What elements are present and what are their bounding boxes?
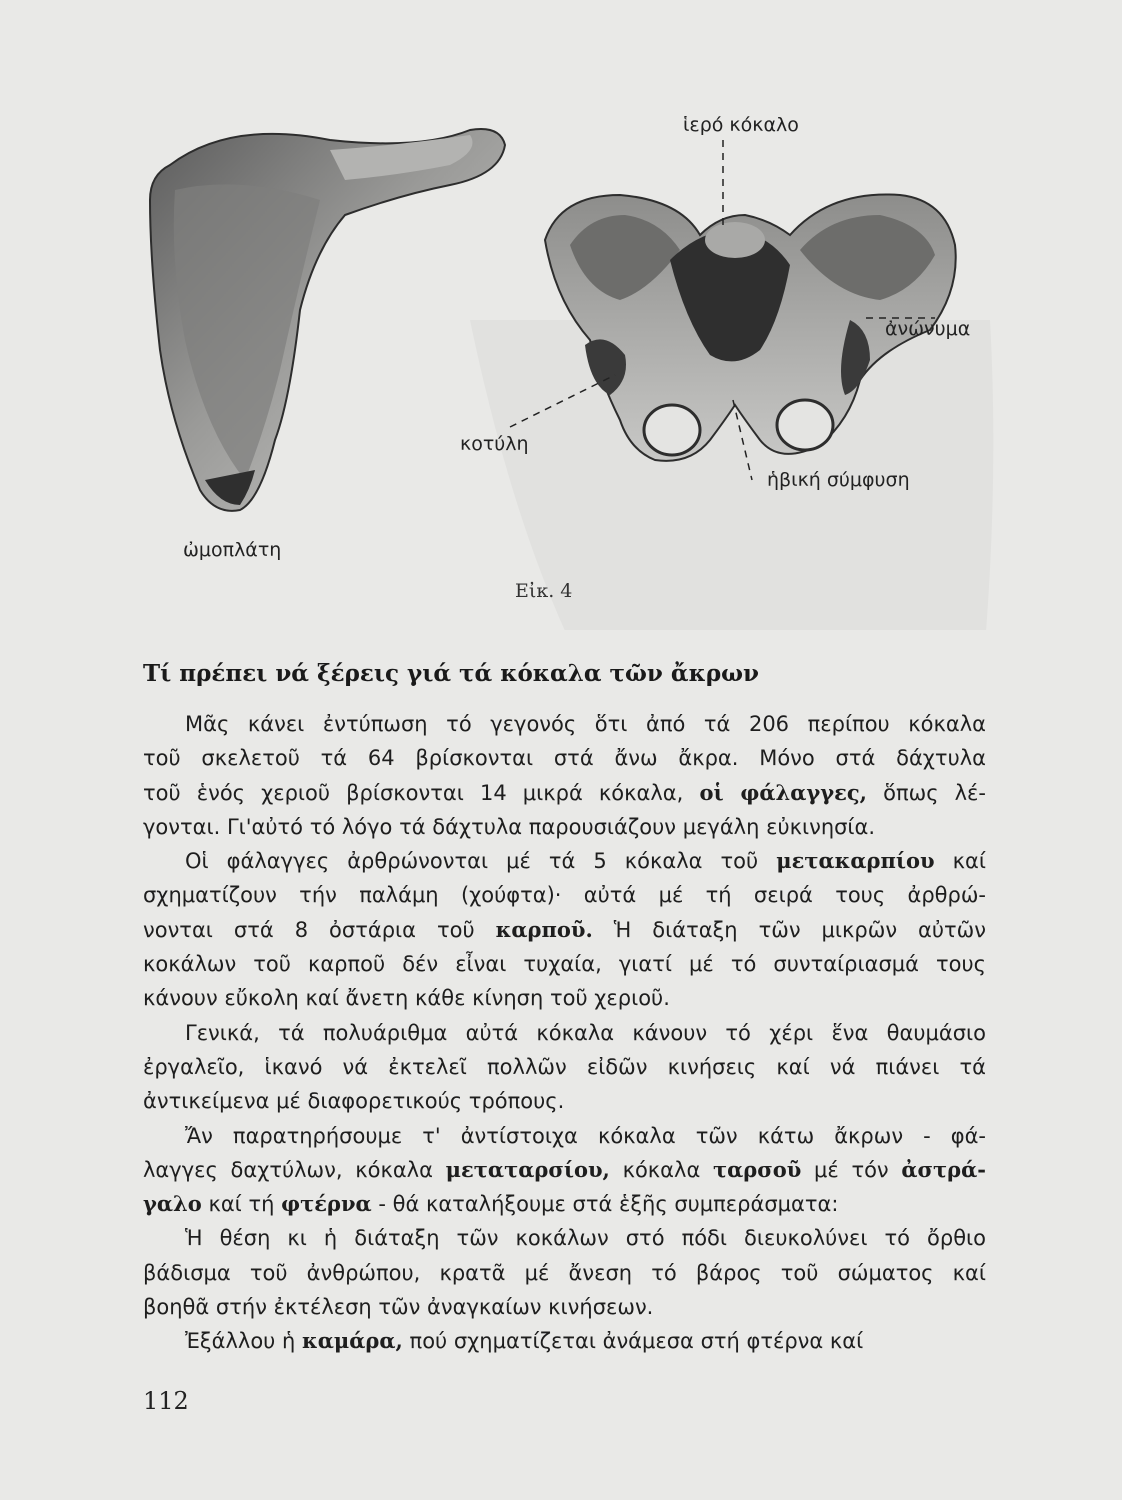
bold-term: οἱ φάλαγγες, (699, 779, 867, 805)
text-line (143, 878, 986, 912)
bold-term: γαλο (143, 1191, 202, 1217)
text-line (143, 776, 986, 810)
page-number: 112 (143, 1387, 189, 1415)
text-span: βάδισμα τοῦ ἀνθρώπου, κρατᾶ μέ ἄνεση τό βάρος τοῦ σώματος καί (143, 1260, 986, 1285)
label-hip-bone: ἀνώνυμα (885, 318, 971, 340)
text-span: Οἱ φάλαγγες ἀρθρώνονται μέ τά 5 κόκαλα τοῦ (185, 849, 777, 874)
text-span: καί (934, 849, 986, 874)
text-span: καί τή (201, 1192, 282, 1217)
text-line (143, 844, 986, 878)
text-line (143, 947, 986, 981)
text-line (143, 1050, 986, 1084)
text-line (143, 810, 986, 844)
text-span: λαγγες δαχτύλων, κόκαλα (143, 1157, 446, 1182)
bold-term: ταρσοῦ (713, 1156, 802, 1182)
text-line (143, 981, 986, 1015)
text-line (143, 913, 986, 947)
bold-term: μετακαρπίου (776, 848, 935, 874)
text-line (143, 741, 986, 775)
text-line (143, 1290, 986, 1324)
text-span: γονται. Γι'αὐτό τό λόγο τά δάχτυλα παρουσιάζουν μεγάλη εὐκινησία. (143, 814, 876, 839)
bold-term: μεταταρσίου, (445, 1156, 610, 1182)
text-span: σχηματίζουν τήν παλάμη (χούφτα)· αὐτά μέ τή σειρά τους ἀρθρώ- (143, 883, 986, 908)
text-span: Ἡ διάταξη τῶν μικρῶν αὐτῶν (592, 917, 986, 942)
text-span: τοῦ σκελετοῦ τά 64 βρίσκονται στά ἄνω ἄκρα. Μόνο στά δάχτυλα (143, 746, 986, 771)
text-span: Μᾶς κάνει ἐντύπωση τό γεγονός ὅτι ἀπό τά 206 περίπου κόκαλα (185, 712, 986, 736)
bones-illustration (0, 0, 1122, 630)
text-line (143, 1153, 986, 1187)
text-span: νονται στά 8 ὀστάρια τοῦ (143, 917, 496, 942)
text-span: ὅπως λέ- (867, 780, 986, 805)
label-pubic-symphysis: ἡβική σύμφυση (767, 469, 910, 491)
scapula-drawing (150, 129, 505, 511)
label-acetabulum: κοτύλη (460, 433, 529, 455)
text-span: τοῦ ἑνός χεριοῦ βρίσκονται 14 μικρά κόκαλα, (143, 780, 700, 805)
text-span: Ἄν παρατηρήσουμε τ' ἀντίστοιχα κόκαλα τῶν κάτω ἄκρων - φά- (185, 1123, 986, 1148)
text-line (143, 707, 986, 741)
body-text (143, 707, 986, 1359)
text-line (143, 1016, 986, 1050)
bold-term: ἀστρά- (901, 1156, 986, 1182)
text-span: ἀντικείμενα μέ διαφορετικούς τρόπους. (143, 1089, 565, 1114)
text-span: κοκάλων τοῦ καρποῦ δέν εἶναι τυχαία, γιατί μέ τό συνταίριασμά τους (143, 952, 986, 977)
bold-term: καμάρα, (302, 1328, 403, 1354)
bold-term: φτέρνα (281, 1191, 372, 1217)
figure-bones (0, 0, 1122, 630)
text-span: ἐργαλεῖο, ἱκανό νά ἐκτελεῖ πολλῶν εἰδῶν κινήσεις καί νά πιάνει τά (143, 1054, 986, 1079)
label-scapula: ὠμοπλάτη (183, 539, 282, 561)
figure-caption: Εἰκ. 4 (515, 580, 573, 602)
text-span: κάνουν εὔκολη καί ἄνετη κάθε κίνηση τοῦ χεριοῦ. (143, 986, 670, 1011)
text-span: βοηθᾶ στήν ἐκτέλεση τῶν ἀναγκαίων κινήσεων. (143, 1295, 654, 1320)
text-line (143, 1084, 986, 1118)
text-line (143, 1256, 986, 1290)
text-line (143, 1324, 986, 1358)
section-heading: Τί πρέπει νά ξέρεις γιά τά κόκαλα τῶν ἄκρων (143, 660, 759, 687)
text-span: κόκαλα (609, 1157, 713, 1182)
text-span: Ἐξάλλου ἡ (185, 1329, 302, 1354)
bold-term: καρποῦ. (495, 916, 593, 942)
text-span: Γενικά, τά πολυάριθμα αὐτά κόκαλα κάνουν τό χέρι ἕνα θαυμάσιο (185, 1020, 986, 1045)
text-span: - θά καταλήξουμε στά ἑξῆς συμπεράσματα: (371, 1192, 839, 1217)
text-span: μέ τόν (801, 1157, 902, 1182)
label-sacrum: ἱερό κόκαλο (683, 114, 799, 136)
text-line (143, 1221, 986, 1255)
text-line (143, 1119, 986, 1153)
text-span: Ἡ θέση κι ἡ διάταξη τῶν κοκάλων στό πόδι διευκολύνει τό ὄρθιο (185, 1226, 986, 1251)
text-span: πού σχηματίζεται ἀνάμεσα στή φτέρνα καί (402, 1329, 864, 1354)
text-line (143, 1187, 986, 1221)
